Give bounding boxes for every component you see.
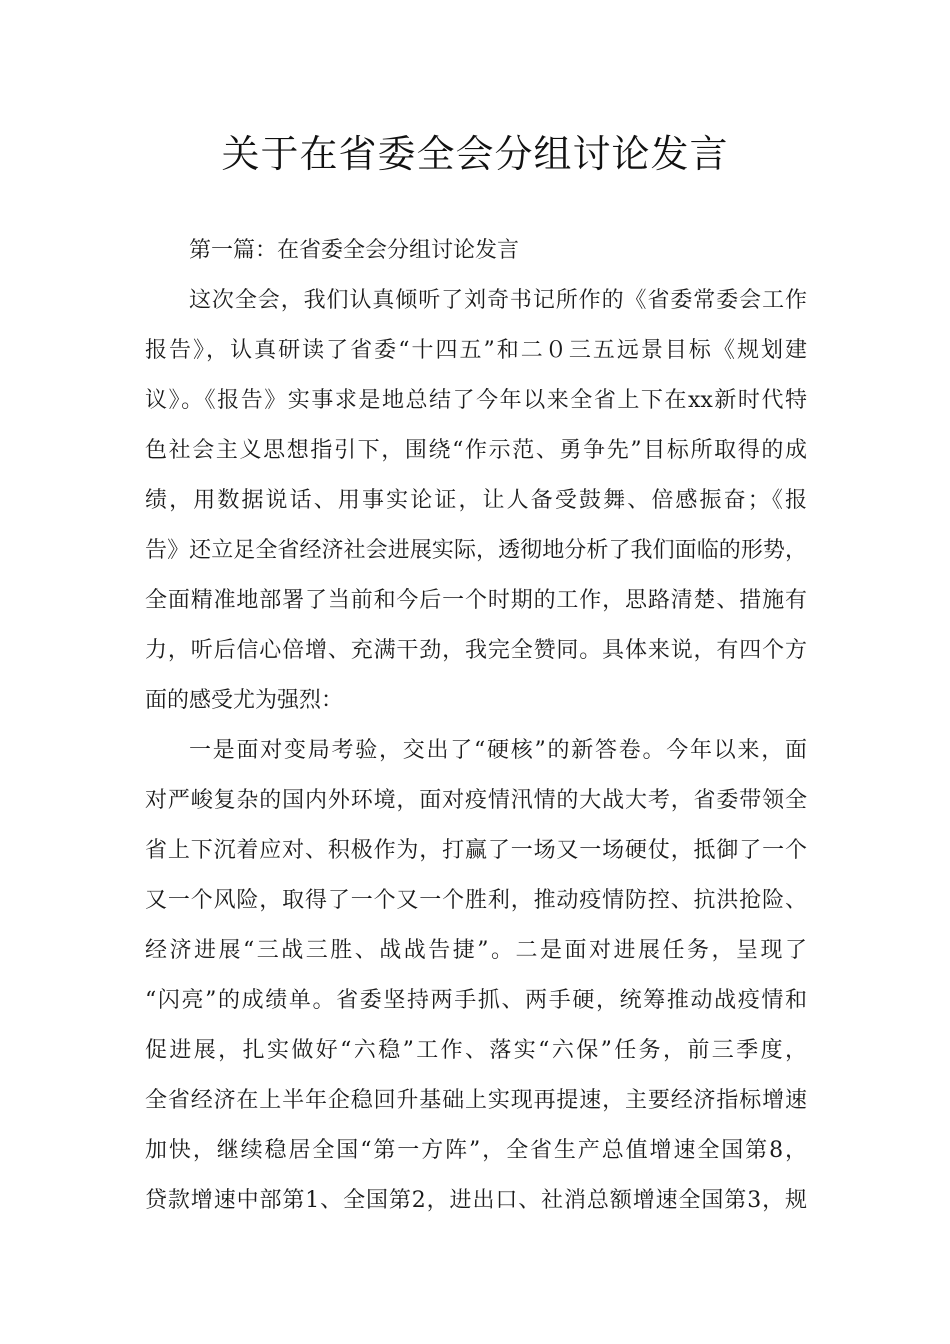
body-line: 第一篇：在省委全会分组讨论发言 (189, 238, 520, 263)
body-line: 贷款增速中部第1、全国第2，进出口、社消总额增速全国第3，规 (145, 1188, 807, 1213)
body-line: 全省经济在上半年企稳回升基础上实现再提速，主要经济指标增速 (145, 1088, 807, 1113)
body-line: 省上下沉着应对、积极作为，打赢了一场又一场硬仗，抵御了一个 (145, 838, 807, 863)
body-line: 促进展，扎实做好“六稳”工作、落实“六保”任务，前三季度， (145, 1038, 807, 1063)
document-title: 关于在省委全会分组讨论发言 (221, 132, 729, 176)
body-line: “闪亮”的成绩单。省委坚持两手抓、两手硬，统筹推动战疫情和 (145, 988, 807, 1013)
document-body (145, 226, 807, 1226)
body-line: 这次全会，我们认真倾听了刘奇书记所作的《省委常委会工作 (189, 288, 807, 313)
body-line: 对严峻复杂的国内外环境，面对疫情汛情的大战大考，省委带领全 (145, 788, 807, 813)
body-line: 面的感受尤为强烈： (145, 688, 344, 713)
body-line: 加快，继续稳居全国“第一方阵”，全省生产总值增速全国第8， (145, 1138, 807, 1163)
body-line: 色社会主义思想指引下，围绕“作示范、勇争先”目标所取得的成 (145, 438, 807, 463)
body-line: 一是面对变局考验，交出了“硬核”的新答卷。今年以来，面 (189, 738, 807, 763)
body-line: 告》还立足全省经济社会进展实际，透彻地分析了我们面临的形势， (145, 538, 807, 563)
body-line: 力，听后信心倍增、充满干劲，我完全赞同。具体来说，有四个方 (145, 638, 807, 663)
body-line: 报告》，认真研读了省委“十四五”和二０三五远景目标《规划建 (145, 338, 807, 363)
body-line: 经济进展“三战三胜、战战告捷”。二是面对进展任务，呈现了 (145, 938, 807, 963)
body-line: 全面精准地部署了当前和今后一个时期的工作，思路清楚、措施有 (145, 588, 807, 613)
body-line: 又一个风险，取得了一个又一个胜利，推动疫情防控、抗洪抢险、 (145, 888, 807, 913)
body-line: 议》。《报告》实事求是地总结了今年以来全省上下在xx新时代特 (145, 388, 807, 413)
body-line: 绩，用数据说话、用事实论证，让人备受鼓舞、倍感振奋；《报 (145, 488, 807, 513)
